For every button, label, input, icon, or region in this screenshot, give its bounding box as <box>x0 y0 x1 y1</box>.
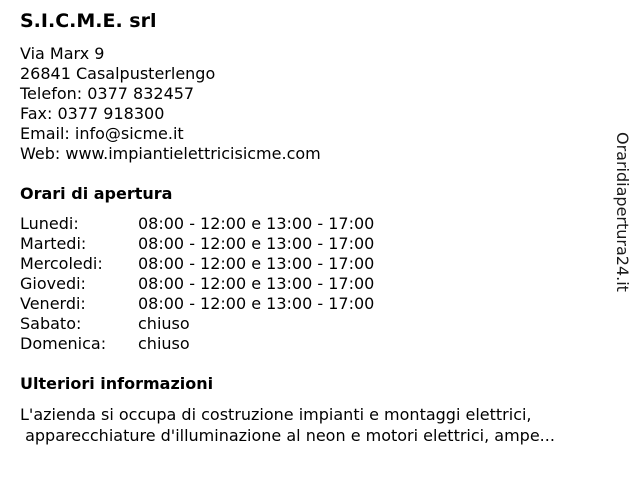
day-label: Venerdi: <box>20 294 86 313</box>
time-value: 08:00 - 12:00 e 13:00 - 17:00 <box>138 214 375 233</box>
time-value: chiuso <box>138 334 190 353</box>
day-label: Giovedi: <box>20 274 86 293</box>
day-label: Sabato: <box>20 314 82 333</box>
business-name: S.I.C.M.E. srl <box>20 10 157 32</box>
email-line[interactable]: Email: info@sicme.it <box>20 124 184 143</box>
phone-line[interactable]: Telefon: 0377 832457 <box>20 84 195 103</box>
day-label: Domenica: <box>20 334 107 353</box>
address-block <box>20 44 321 164</box>
time-value: 08:00 - 12:00 e 13:00 - 17:00 <box>138 294 375 313</box>
info-heading: Ulteriori informazioni <box>20 374 214 393</box>
day-label: Lunedi: <box>20 214 79 233</box>
hours-heading: Orari di apertura <box>20 184 173 203</box>
site-watermark: Oraridiapertura24.it <box>613 132 632 292</box>
fax-line: Fax: 0377 918300 <box>20 104 165 123</box>
day-label: Martedi: <box>20 234 87 253</box>
time-value: 08:00 - 12:00 e 13:00 - 17:00 <box>138 274 375 293</box>
time-value: 08:00 - 12:00 e 13:00 - 17:00 <box>138 254 375 273</box>
time-value: 08:00 - 12:00 e 13:00 - 17:00 <box>138 234 375 253</box>
time-value: chiuso <box>138 314 190 333</box>
info-description: L'azienda si occupa di costruzione impianti e montaggi elettrici, apparecchiature d'illuminazione al neon e motori elettrici, ampe... <box>20 405 555 445</box>
city-line: 26841 Casalpusterlengo <box>20 64 216 83</box>
web-line[interactable]: Web: www.impiantielettricisicme.com <box>20 144 321 163</box>
street-line: Via Marx 9 <box>20 44 105 63</box>
day-label: Mercoledi: <box>20 254 103 273</box>
